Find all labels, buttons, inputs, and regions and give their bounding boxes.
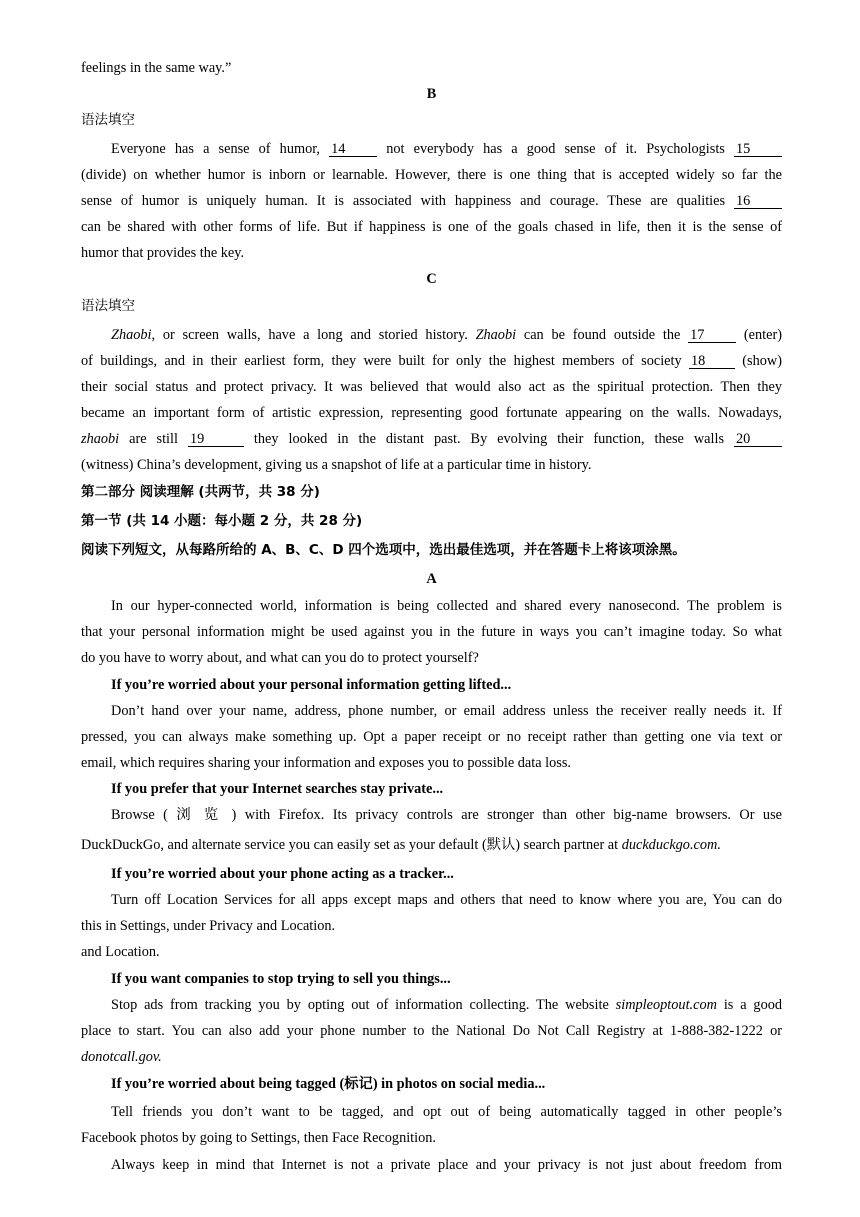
answer-blank-20[interactable]: 20 [734,432,782,447]
subheading: If you’re worried about your personal information getting lifted... [111,677,512,693]
section-heading-a: A [426,571,437,587]
answer-blank-15[interactable]: 15 [734,142,782,157]
text-line: became an important form of artistic expression, representing good fortunate appearing on the walls. Nowadays, [81,405,782,421]
answer-blank-18[interactable]: 18 [689,354,735,369]
instructions: 阅读下列短文，从每路所给的 A、B、C、D 四个选项中，选出最佳选项，并在答题卡上将该项涂黑。 [81,542,686,558]
text-line: this in Settings, under Privacy and Location. [81,918,336,934]
section-heading-b: B [426,86,437,102]
text-line: do you have to worry about, and what can you do to protect yourself? [81,650,479,666]
text-line: and Location. [81,944,160,960]
text-line: donotcall.gov. [81,1049,162,1065]
task-label: 语法填空 [81,298,135,314]
text-line: DuckDuckGo, and alternate service you can easily set as your default (默认) search partner at duckduckgo.com. [81,837,721,853]
answer-blank-14[interactable]: 14 [329,142,377,157]
text-line: of buildings, and in their earliest form, they were built for only the highest members of society 18 (show) [81,353,783,369]
text-line: Zhaobi, or screen walls, have a long and storied history. Zhaobi can be found outside the 17 (enter) [111,327,782,343]
text-line: Everyone has a sense of humor, 14 not everybody has a good sense of it. Psychologists 15 [81,140,782,158]
text-line: Tell friends you don’t want to be tagged, and opt out of being automatically tagged in other people’s [111,1104,782,1120]
text-line: feelings in the same way.” [81,60,232,76]
text-line: (witness) China’s development, giving us a snapshot of life at a particular time in history. [81,457,592,473]
text-line: Browse ( 浏 览 ) with Firefox. Its privacy controls are stronger than other big-name browsers. Or use [111,807,782,823]
task-label: 语法填空 [81,112,135,128]
subheading: If you’re worried about your phone acting as a tracker... [111,866,454,882]
text-line: Turn off Location Services for all apps except maps and others that need to know where you are, You can do [111,892,782,908]
answer-blank-16[interactable]: 16 [734,194,782,209]
text-line: their social status and protect privacy. It was believed that would also act as the spiritual protection. Then they [81,379,782,395]
section-heading-c: C [426,271,437,287]
text-line: that your personal information might be used against you in the future in ways you can’t imagine today. So what [81,624,782,640]
text-line: (divide) on whether humor is inborn or learnable. However, there is one thing that is accepted widely so far the [81,167,782,183]
answer-blank-17[interactable]: 17 [688,328,736,343]
subheading: If you want companies to stop trying to sell you things... [111,971,451,987]
answer-blank-19[interactable]: 19 [188,432,244,447]
text-line: place to start. You can also add your phone number to the National Do Not Call Registry at 1-888-382-1222 or [81,1023,782,1039]
text-line: humor that provides the key. [81,245,245,261]
text-line: Stop ads from tracking you by opting out of information collecting. The website simpleoptout.com is a good [111,997,783,1013]
text-line: can be shared with other forms of life. But if happiness is one of the goals chased in life, then it is the sense of [81,219,782,235]
text-line: Facebook photos by going to Settings, then Face Recognition. [81,1130,436,1146]
text-line: email, which requires sharing your information and exposes you to possible data loss. [81,755,571,771]
text-line: pressed, you can always make something up. Opt a paper receipt or no receipt rather than getting one via text or [81,729,782,745]
part-heading: 第二部分 阅读理解 (共两节，共 38 分) [81,484,320,500]
text-line: zhaobi are still 19 they looked in the distant past. By evolving their function, these walls 20 [81,430,782,448]
section-heading: 第一节 (共 14 小题：每小题 2 分，共 28 分) [81,513,363,529]
subheading: If you’re worried about being tagged (标记) in photos on social media... [111,1076,546,1092]
text-line: Always keep in mind that Internet is not a private place and your privacy is not just about freedom from [111,1157,782,1173]
text-line: sense of humor is uniquely human. It is associated with happiness and courage. These are qualities 16 [81,192,782,210]
text-line: Don’t hand over your name, address, phone number, or email address unless the receiver really needs it. If [111,703,782,719]
text-line: In our hyper-connected world, information is being collected and shared every nanosecond. The problem is [111,598,782,614]
subheading: If you prefer that your Internet searches stay private... [111,781,444,797]
